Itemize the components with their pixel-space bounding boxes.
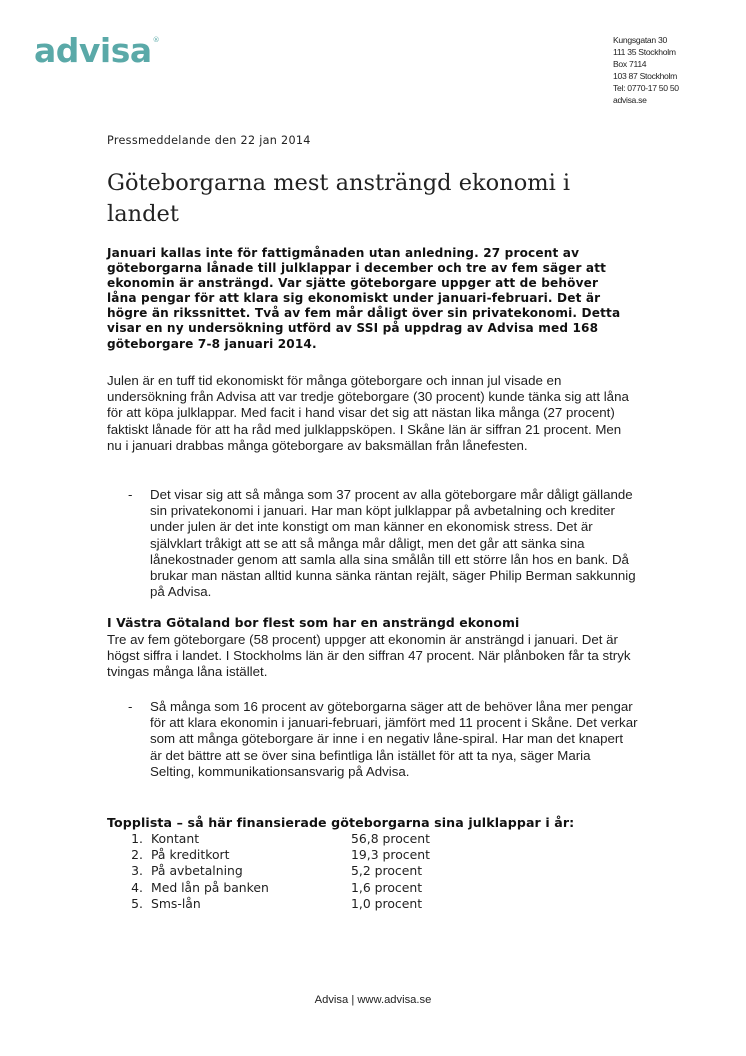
address-line: 103 87 Stockholm — [613, 71, 677, 82]
list-label: På avbetalning — [151, 863, 243, 879]
list-label: Sms-lån — [151, 895, 201, 911]
address-block — [613, 34, 679, 107]
page-footer: Advisa | www.advisa.se — [314, 994, 432, 1006]
address-line-web: advisa.se — [613, 95, 647, 106]
dateline: Pressmeddelande den 22 jan 2014 — [107, 134, 311, 147]
quote-text: Det visar sig att så många som 37 procent av alla göteborgare mår dåligt gällande sin privatekonomi i januari. Har man köpt julklappar på avbetalning och krediter under julen är det inte konstigt om man känner en ekonomisk stress. Det är självklart tråkigt att se att så många mår dåligt, men det går att sänka sina lånekostnader genom att samla alla sina smålån till ett större lån hos en bank. Då brukar man nästan alltid kunna sänka räntan rejält, säger Philip Berman sakkunnig på Advisa. — [150, 487, 636, 600]
advisa-logo — [34, 31, 160, 70]
logo-text: advisa — [34, 31, 152, 70]
page-title: Göteborgarna mest ansträngd ekonomi i landet — [107, 170, 571, 227]
body-paragraph-1: Julen är en tuff tid ekonomiskt för många göteborgare och innan jul visade en undersökning från Advisa att var tredje göteborgare (30 procent) kunde tänka sig att låna för att köpa julklappar. Med facit i hand visar det sig att nästan lika många (27 procent) faktiskt lånade för att ha råd med julklappsköpen. I Skåne län är siffran 21 procent. Men nu i januari drabbas många göteborgare av baksmällan från lånefesten. — [107, 373, 629, 453]
list-value: 5,2 procent — [351, 863, 423, 879]
quote-bullet-2 — [128, 699, 638, 780]
list-value: 1,6 procent — [351, 879, 423, 895]
bullet-dash: - — [128, 699, 133, 714]
list-number: 1. — [131, 831, 143, 846]
list-value: 19,3 procent — [351, 847, 430, 863]
toplist-heading: Topplista – så här finansierade göteborgarna sina julklappar i år: — [107, 815, 575, 830]
quote-bullet-1 — [128, 487, 638, 600]
section-heading: I Västra Götaland bor flest som har en ansträngd ekonomi — [107, 615, 520, 630]
list-label: Kontant — [151, 831, 200, 846]
list-number: 2. — [131, 847, 143, 863]
bullet-dash: - — [128, 487, 133, 502]
address-line-phone: Tel: 0770-17 50 50 — [613, 83, 679, 94]
list-label: Med lån på banken — [151, 879, 269, 895]
address-line: Box 7114 — [613, 59, 647, 70]
registered-mark: ® — [152, 36, 160, 44]
list-number: 5. — [131, 895, 143, 911]
lead-paragraph: Januari kallas inte för fattigmånaden utan anledning. 27 procent av göteborgarna lånade till julklappar i december och tre av fem säger att ekonomin är ansträngd. Var sjätte göteborgare uppger att de behöver låna pengar för att klara sig ekonomiskt under januari-februari. Det är högre än rikssnittet. Två av fem mår dåligt över sin privatekonomi. Detta visar en ny undersökning utförd av SSI på uppdrag av Advisa med 168 göteborgare 7-8 januari 2014. — [107, 246, 621, 351]
address-line: Kungsgatan 30 — [613, 35, 667, 45]
quote-text: Så många som 16 procent av göteborgarna säger att de behöver låna mer pengar för att klara ekonomin i januari-februari, jämfört med 11 procent i Skåne. Det verkar som att många göteborgare är inne i en negativ låne-spiral. Har man det knapert är det bättre att se över sina befintliga lån istället för att ta nya, säger Maria Selting, kommunikationsansvarig på Advisa. — [150, 699, 638, 779]
body-paragraph-2: Tre av fem göteborgare (58 procent) uppger att ekonomin är ansträngd i januari. Det är högst siffra i landet. I Stockholms län är den siffran 47 procent. När plånboken får ta stryk tvingas många låna istället. — [107, 632, 631, 680]
list-value: 56,8 procent — [351, 831, 430, 846]
list-number: 4. — [131, 879, 143, 895]
list-label: På kreditkort — [151, 847, 230, 863]
list-number: 3. — [131, 863, 143, 879]
address-line: 111 35 Stockholm — [613, 47, 676, 58]
list-value: 1,0 procent — [351, 895, 423, 911]
